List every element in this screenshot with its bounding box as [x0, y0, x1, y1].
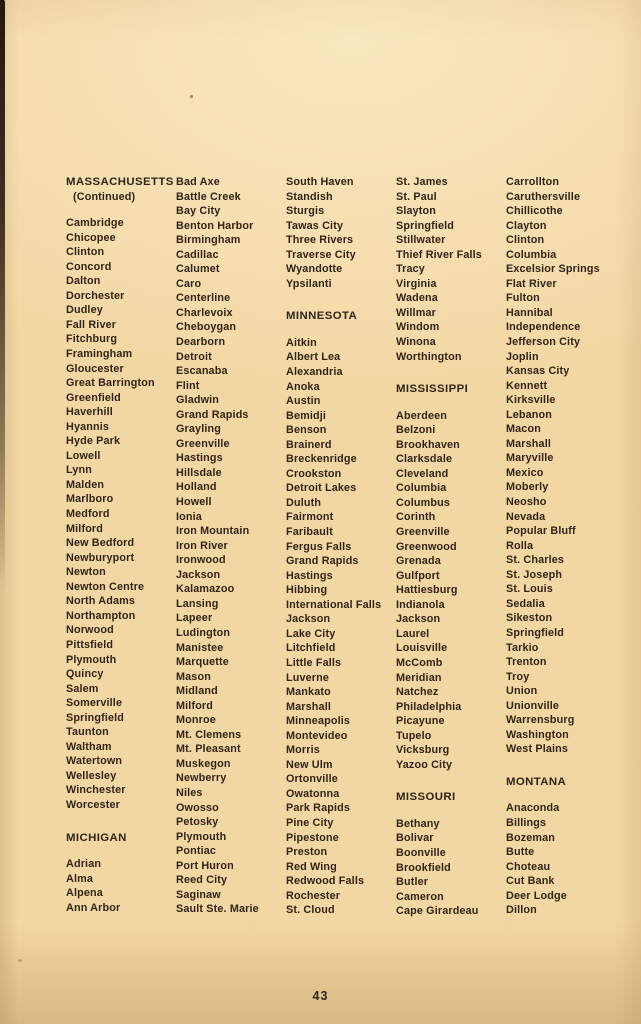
paper-speck [190, 95, 193, 98]
city-name: Breckenridge [286, 453, 357, 466]
city-name: Billings [506, 816, 547, 829]
state-heading: MICHIGAN [66, 831, 127, 844]
city-name: Duluth [286, 496, 322, 509]
city-name: Unionville [506, 699, 560, 712]
city-name: Hastings [176, 452, 223, 465]
city-name: Meridian [396, 671, 442, 684]
city-name: Hillsdale [176, 466, 222, 479]
city-name: Adrian [66, 858, 102, 871]
city-name: Bay City [176, 205, 221, 218]
city-name: Charlevoix [176, 306, 233, 319]
city-name: Chillicothe [506, 205, 563, 218]
city-name: Kalamazoo [176, 583, 235, 596]
city-name: Lynn [66, 464, 92, 477]
city-name: Standish [286, 190, 333, 203]
city-name: Ypsilanti [286, 277, 332, 290]
page-number: 43 [312, 989, 329, 1003]
city-name: Midland [176, 685, 218, 698]
city-name: Bemidji [286, 409, 327, 422]
city-name: Nevada [506, 510, 546, 523]
city-name: Somerville [66, 697, 123, 710]
city-name: Lapeer [176, 612, 213, 625]
city-name: Vicksburg [396, 744, 450, 757]
city-name: Mason [176, 670, 211, 683]
city-name: Anoka [286, 380, 320, 393]
column-2 [176, 175, 286, 917]
city-name: Iron River [176, 539, 228, 552]
city-name: Neosho [506, 496, 547, 509]
city-name: Columbia [506, 248, 557, 261]
city-name: Cut Bank [506, 875, 555, 888]
city-name: Reed City [176, 874, 228, 887]
city-name: South Haven [286, 176, 354, 188]
city-name: Bolivar [396, 832, 434, 845]
city-name: Detroit Lakes [286, 482, 357, 495]
city-name: Manistee [176, 641, 224, 654]
city-name: Aberdeen [396, 409, 447, 422]
city-name: Morris [286, 744, 320, 757]
city-name: Litchfield [286, 642, 336, 655]
city-name: Dorchester [66, 289, 125, 302]
city-name: Union [506, 685, 538, 698]
city-name: Fergus Falls [286, 540, 352, 553]
city-name: Hyde Park [66, 435, 121, 448]
city-name: Austin [286, 395, 321, 408]
city-name: Owatonna [286, 787, 340, 800]
city-name: Columbia [396, 482, 447, 495]
city-name: Brookhaven [396, 438, 460, 451]
city-name: Pine City [286, 816, 334, 829]
city-name: Cape Girardeau [396, 905, 479, 918]
city-name: Fall River [66, 318, 117, 331]
city-name: Tupelo [396, 729, 432, 742]
city-name: Dillon [506, 904, 537, 917]
city-name: Sikeston [506, 612, 553, 625]
city-name: Park Rapids [286, 802, 351, 815]
state-heading: MONTANA [506, 775, 567, 788]
city-name: Saginaw [176, 888, 221, 901]
city-name: Excelsior Springs [506, 263, 600, 276]
column-1 [66, 175, 176, 915]
city-name: Iron Mountain [176, 525, 250, 538]
city-name: Flint [176, 379, 200, 392]
city-name: Grand Rapids [176, 408, 249, 421]
city-name: Framingham [66, 348, 133, 361]
city-name: Taunton [66, 726, 109, 739]
city-name: Fulton [506, 292, 540, 305]
city-name: Philadelphia [396, 700, 462, 713]
city-name: Greenfield [66, 391, 121, 404]
city-name: Springfield [506, 626, 565, 639]
city-name: St. Cloud [286, 904, 335, 917]
city-name: Escanaba [176, 365, 228, 378]
city-name: Bozeman [506, 831, 556, 844]
city-name: Howell [176, 496, 212, 509]
city-name: Birmingham [176, 234, 241, 247]
city-name: Wellesley [66, 769, 117, 782]
city-name: Springfield [396, 219, 455, 232]
city-name: Bethany [396, 817, 440, 830]
city-name: Wadena [396, 292, 438, 305]
city-name: Hannibal [506, 306, 553, 319]
city-name: Gloucester [66, 362, 124, 375]
city-name: Louisville [396, 642, 448, 655]
city-name: Cameron [396, 890, 444, 903]
city-name: St. Paul [396, 190, 437, 203]
city-name: McComb [396, 656, 443, 669]
city-name: Kennett [506, 379, 548, 392]
city-name: Medford [66, 508, 110, 521]
city-name: Little Falls [286, 656, 342, 669]
city-name: Indianola [396, 598, 445, 611]
city-name: Monroe [176, 714, 216, 727]
city-name: Popular Bluff [506, 525, 576, 538]
column-3 [286, 175, 396, 918]
state-heading: MISSOURI [396, 791, 456, 804]
city-name: Lebanon [506, 408, 553, 421]
city-name: Rochester [286, 889, 341, 902]
city-name: Haverhill [66, 406, 113, 419]
city-name: Red Wing [286, 860, 337, 873]
city-name: Holland [176, 481, 217, 494]
city-name: Clinton [66, 246, 105, 259]
city-name: Boonville [396, 846, 446, 859]
city-name: Faribault [286, 526, 333, 539]
city-name: Wyandotte [286, 263, 343, 276]
city-name: Brainerd [286, 438, 332, 451]
city-name: Clayton [506, 219, 547, 232]
city-name: Cheboygan [176, 321, 237, 334]
city-name: Owosso [176, 801, 219, 814]
city-name: Ludington [176, 626, 231, 639]
city-name: Jefferson City [506, 336, 581, 349]
city-name: Grenada [396, 555, 441, 568]
city-name: Natchez [396, 686, 439, 699]
city-name: Choteau [506, 860, 551, 873]
city-name: Cambridge [66, 217, 124, 230]
city-name: Sault Ste. Marie [176, 903, 259, 916]
city-name: Hibbing [286, 584, 328, 597]
city-name: St. James [396, 176, 448, 188]
city-name: Caruthersville [506, 190, 581, 203]
binding-edge-shadow [0, 0, 5, 594]
city-name: Newton Centre [66, 580, 145, 593]
city-name: Tarkio [506, 641, 539, 654]
city-name: Milford [176, 699, 214, 712]
city-name: Mexico [506, 466, 544, 479]
city-name: Petosky [176, 816, 219, 829]
city-name: Benton Harbor [176, 219, 254, 232]
city-name: Hyannis [66, 420, 110, 433]
city-name: Grand Rapids [286, 555, 359, 568]
city-name: West Plains [506, 743, 569, 756]
city-name: Lake City [286, 627, 336, 640]
city-name: Dudley [66, 304, 103, 317]
city-name: Alma [66, 872, 94, 885]
city-name: Hastings [286, 569, 333, 582]
city-name: Traverse City [286, 248, 356, 261]
city-name: Joplin [506, 350, 539, 363]
state-heading: MISSISSIPPI [396, 383, 469, 396]
city-name: Jackson [396, 613, 441, 626]
state-heading-continued: (Continued) [73, 190, 136, 203]
city-name: Slayton [396, 205, 437, 218]
city-name: Washington [506, 728, 569, 741]
city-name: Maryville [506, 452, 554, 465]
city-name: Belzoni [396, 424, 436, 437]
city-name: Newburyport [66, 551, 135, 564]
city-name: Newberry [176, 772, 227, 785]
city-name: Carrollton [506, 176, 560, 188]
city-name: St. Louis [506, 583, 553, 596]
city-name: Salem [66, 682, 99, 695]
city-name: Detroit [176, 350, 212, 363]
city-name: Benson [286, 424, 327, 437]
city-name: Jackson [286, 613, 331, 626]
city-name: Fairmont [286, 511, 334, 524]
city-name: Mt. Clemens [176, 728, 242, 741]
city-name: Marlboro [66, 493, 114, 506]
city-name: Willmar [396, 306, 436, 319]
city-name: Quincy [66, 668, 104, 681]
city-name: Great Barrington [66, 377, 155, 390]
column-5 [506, 175, 639, 918]
city-name: Norwood [66, 624, 114, 637]
city-name: Crookston [286, 467, 342, 480]
city-name: Kirksville [506, 394, 556, 407]
city-name: Corinth [396, 511, 436, 524]
city-name: Greenville [176, 437, 230, 450]
city-name: Fitchburg [66, 333, 118, 346]
city-name: Butte [506, 846, 535, 859]
city-name: Thief River Falls [396, 248, 482, 261]
city-name: Troy [506, 670, 530, 683]
city-name: Stillwater [396, 234, 446, 247]
city-name: Greenwood [396, 540, 457, 553]
city-name: Albert Lea [286, 351, 341, 364]
city-name: Rolla [506, 539, 534, 552]
city-name: Worthington [396, 350, 462, 363]
city-name: Milford [66, 522, 104, 535]
city-name: Centerline [176, 292, 231, 305]
city-name: Pittsfield [66, 638, 114, 651]
city-name: Ironwood [176, 554, 226, 567]
city-name: Luverne [286, 671, 330, 684]
city-name: Dalton [66, 275, 101, 288]
city-name: Niles [176, 786, 203, 799]
city-name: Lansing [176, 597, 219, 610]
city-name: Anaconda [506, 802, 560, 815]
city-name: Gulfport [396, 569, 440, 582]
city-name: Calumet [176, 263, 220, 276]
city-name: Battle Creek [176, 190, 241, 203]
city-name: Alexandria [286, 366, 343, 379]
city-name: Marshall [506, 437, 552, 450]
city-name: Laurel [396, 627, 430, 640]
city-name: Grayling [176, 423, 221, 436]
city-name: Brookfield [396, 861, 451, 874]
city-name: Ionia [176, 510, 202, 523]
city-name: St. Joseph [506, 568, 563, 581]
city-name: Redwood Falls [286, 875, 365, 888]
city-name: Gladwin [176, 394, 220, 407]
city-name: Minneapolis [286, 715, 351, 728]
city-name: Tawas City [286, 219, 344, 232]
city-name: Marshall [286, 700, 332, 713]
city-name: Sturgis [286, 205, 325, 218]
city-name: Butler [396, 876, 429, 889]
paper-speck [18, 959, 22, 962]
city-name: Caro [176, 277, 202, 290]
city-name: New Bedford [66, 537, 135, 550]
city-name: Dearborn [176, 336, 226, 349]
state-heading: MASSACHUSETTS [66, 176, 174, 188]
city-name: Springfield [66, 711, 125, 724]
city-name: Independence [506, 321, 581, 334]
city-name: Port Huron [176, 859, 234, 872]
city-name: St. Charles [506, 554, 565, 567]
city-name: Kansas City [506, 365, 570, 378]
city-name: Muskegon [176, 757, 231, 770]
city-name: Mt. Pleasant [176, 743, 241, 756]
city-name: Moberly [506, 481, 549, 494]
city-name: Watertown [66, 755, 123, 768]
city-name: Alpena [66, 887, 103, 900]
city-name: Lowell [66, 449, 101, 462]
city-name: Yazoo City [396, 758, 453, 771]
city-name: Pontiac [176, 845, 217, 858]
city-name: Marquette [176, 656, 229, 669]
city-name: Ortonville [286, 773, 338, 786]
city-name: Clarksdale [396, 453, 453, 466]
city-name: Clinton [506, 234, 545, 247]
city-name: Picayune [396, 715, 445, 728]
city-name: Jackson [176, 568, 221, 581]
city-name: Warrensburg [506, 714, 575, 727]
city-name: Northampton [66, 609, 136, 622]
city-name: Plymouth [66, 653, 117, 666]
city-name: Greenville [396, 526, 450, 539]
city-name: Malden [66, 478, 105, 491]
city-name: North Adams [66, 595, 136, 608]
city-name: Tracy [396, 263, 425, 276]
city-name: Three Rivers [286, 234, 354, 247]
city-name: Aitkin [286, 336, 317, 349]
state-heading: MINNESOTA [286, 310, 358, 323]
city-name: Concord [66, 260, 112, 273]
city-name: Cadillac [176, 248, 219, 261]
city-name: Columbus [396, 496, 450, 509]
city-name: Pipestone [286, 831, 339, 844]
city-name: Ann Arbor [66, 901, 121, 914]
city-name: New Ulm [286, 758, 333, 771]
city-name: Virginia [396, 277, 437, 290]
city-name: Winchester [66, 784, 126, 797]
city-list-columns [66, 175, 639, 919]
city-name: Hattiesburg [396, 584, 458, 597]
city-name: Newton [66, 566, 106, 579]
city-name: Winona [396, 336, 436, 349]
column-4 [396, 175, 506, 919]
city-name: Bad Axe [176, 176, 220, 188]
city-name: Deer Lodge [506, 889, 567, 902]
city-name: Worcester [66, 798, 120, 811]
city-name: Cleveland [396, 467, 449, 480]
city-name: Macon [506, 423, 541, 436]
city-name: Preston [286, 846, 328, 859]
city-name: Chicopee [66, 231, 116, 244]
city-name: International Falls [286, 598, 382, 611]
city-name: Montevideo [286, 729, 348, 742]
city-name: Mankato [286, 686, 331, 699]
city-name: Waltham [66, 740, 112, 753]
city-name: Windom [396, 321, 440, 334]
city-name: Sedalia [506, 597, 545, 610]
city-name: Trenton [506, 656, 547, 669]
city-name: Plymouth [176, 830, 227, 843]
city-name: Flat River [506, 277, 557, 290]
